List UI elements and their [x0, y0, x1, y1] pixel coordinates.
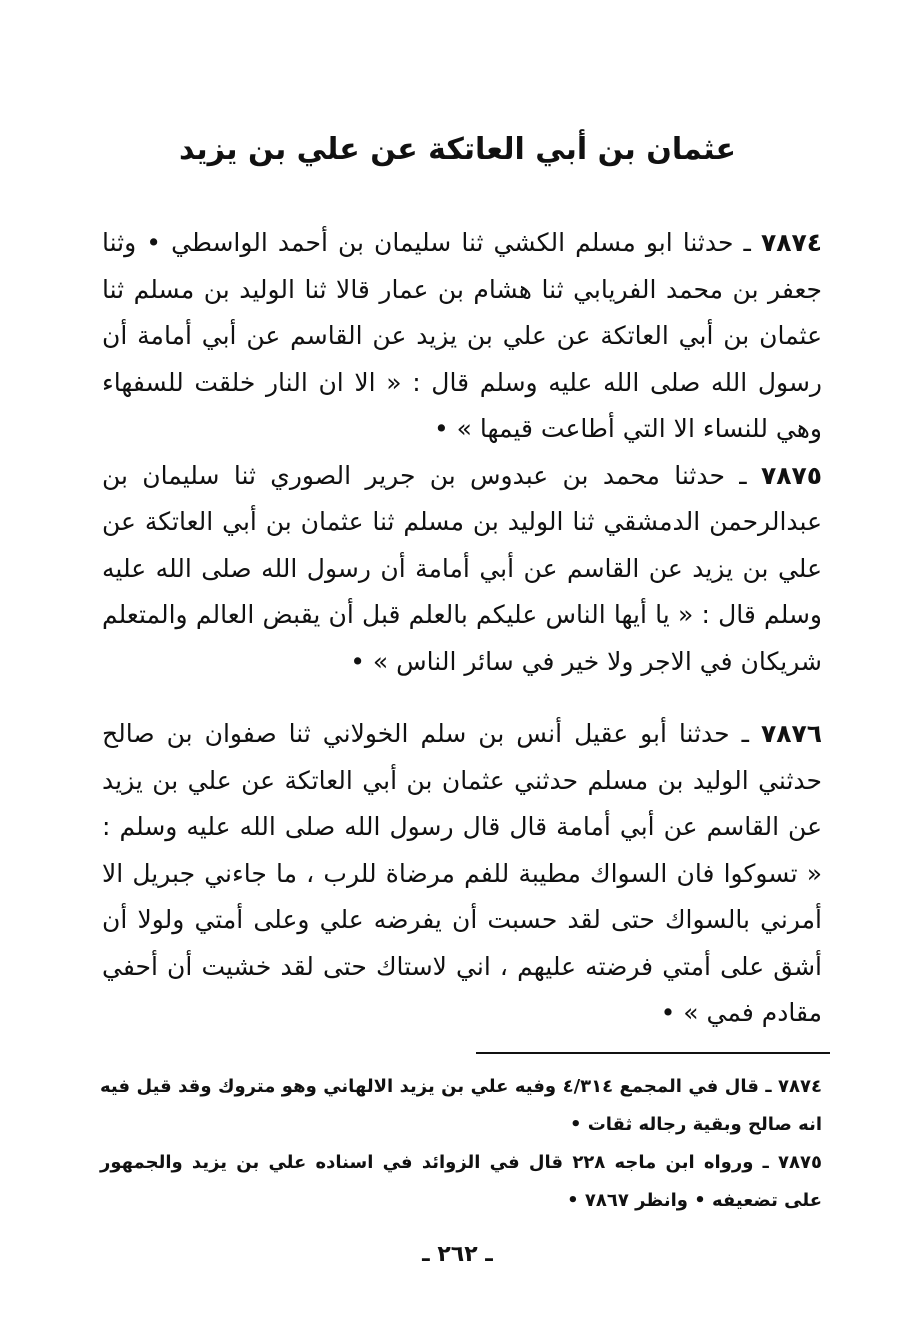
hadith-number: ٧٨٧٤	[760, 228, 822, 257]
footnote-7874	[100, 1068, 822, 1144]
page-number: ـ ٢٦٢ ـ	[422, 1242, 493, 1267]
footnote-number: ٧٨٧٤	[778, 1076, 822, 1097]
hadith-7876	[102, 711, 822, 1037]
hadith-text: ـ حدثنا أبو عقيل أنس بن سلم الخولاني ثنا صفوان بن صالح حدثني الوليد بن مسلم حدثني عثمان بن أبي العاتكة عن علي بن يزيد عن القاسم عن أبي أمامة قال قال رسول الله صلى الله عليه وسلم : « تسوكوا فان السواك مطيبة للفم مرضاة للرب ، ما جاءني جبريل الا أمرني بالسواك حتى لقد حسبت أن يفرضه علي وعلى أمتي ولولا أن أشق على أمتي فرضته عليهم ، اني لاستاك حتى لقد خشيت أن أحفي مقادم فمي » •	[102, 719, 822, 1027]
hadith-list	[102, 220, 822, 1037]
footnote-text: ـ قال في المجمع ٤/٣١٤ وفيه علي بن يزيد الالهاني وهو متروك وقد قيل فيه انه صالح وبقية رجاله ثقات •	[100, 1076, 822, 1135]
chapter-title: عثمان بن أبي العاتكة عن علي بن يزيد	[178, 132, 736, 167]
footnote-number: ٧٨٧٥	[778, 1152, 822, 1173]
hadith-text: ـ حدثنا محمد بن عبدوس بن جرير الصوري ثنا سليمان بن عبدالرحمن الدمشقي ثنا الوليد بن مسلم ثنا عثمان بن أبي العاتكة عن علي بن يزيد عن القاسم عن أبي أمامة أن رسول الله صلى الله عليه وسلم قال : « يا أيها الناس عليكم بالعلم قبل أن يقبض العالم والمتعلم شريكان في الاجر ولا خير في سائر الناس » •	[102, 460, 822, 676]
hadith-7874	[102, 220, 822, 453]
hadith-7875	[102, 453, 822, 686]
hadith-number: ٧٨٧٥	[760, 460, 822, 490]
footnotes	[100, 1068, 822, 1220]
hadith-text: ـ حدثنا ابو مسلم الكشي ثنا سليمان بن أحمد الواسطي • وثنا جعفر بن محمد الفريابي ثنا هشام بن عمار قالا ثنا الوليد بن مسلم ثنا عثمان بن أبي العاتكة عن علي بن يزيد عن القاسم عن أبي أمامة أن رسول الله صلى الله عليه وسلم قال : « الا ان النار خلقت للسفهاء وهي للنساء الا التي أطاعت قيمها » •	[102, 228, 822, 443]
footnote-text: ـ ورواه ابن ماجه ٢٢٨ قال في الزوائد في اسناده علي بن يزيد والجمهور على تضعيفه • وانظر ٧٨٦٧ •	[100, 1152, 822, 1211]
hadith-number: ٧٨٧٦	[760, 719, 822, 748]
footnote-7875	[100, 1144, 822, 1220]
footnote-divider	[476, 1052, 830, 1054]
